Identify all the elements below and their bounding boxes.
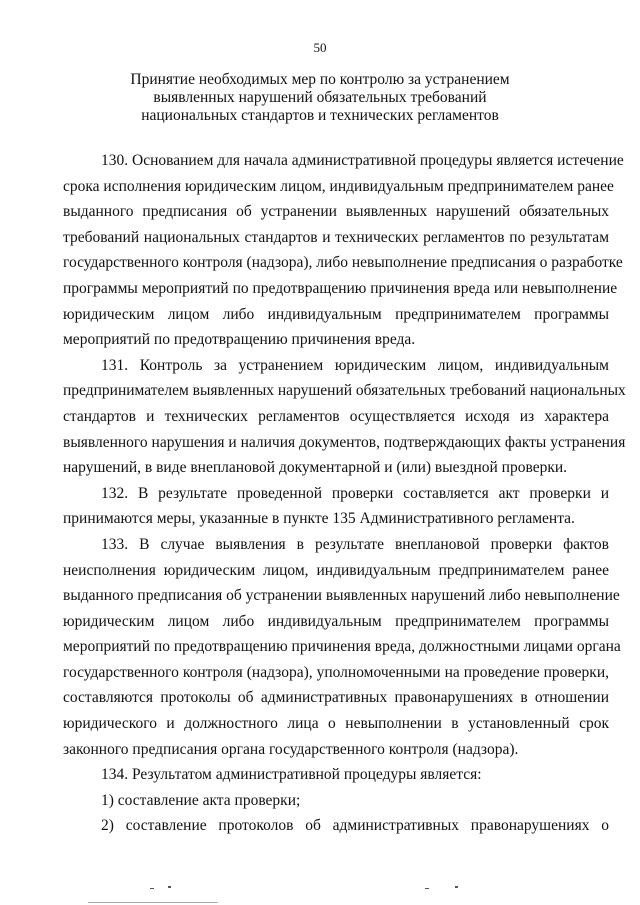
paragraph <box>63 762 609 788</box>
scan-artifacts <box>0 884 640 904</box>
text-line: юридического и должностного лица о невыполнении в установленный срок <box>63 715 609 733</box>
paragraph <box>63 813 609 839</box>
text-line: юридическим лицом либо индивидуальным предпринимателем программы <box>63 612 609 630</box>
text-line: принимаются меры, указанные в пункте 135 Административного регламента. <box>63 510 575 528</box>
heading-line: национальных стандартов и технических регламентов <box>141 107 499 124</box>
paragraph <box>63 148 624 353</box>
text-line: государственного контроля (надзора), уполномоченными на проведение проверки, <box>63 663 609 681</box>
text-line: выявленного нарушения и наличия документов, подтверждающих факты устранения <box>63 433 626 451</box>
text-line: 2) составление протоколов об административных правонарушениях о <box>101 817 609 835</box>
document-body <box>63 148 626 839</box>
text-line: составляются протоколы об административных правонарушениях в отношении <box>63 689 609 707</box>
text-line: нарушений, в виде внеплановой документарной и (или) выездной проверки. <box>63 459 568 477</box>
text-line: законного предписания органа государственного контроля (надзора). <box>63 740 519 758</box>
section-heading <box>60 71 580 125</box>
text-line: 134. Результатом административной процедуры является: <box>101 766 482 784</box>
page-number: 50 <box>313 40 327 55</box>
text-line: мероприятий по предотвращению причинения вреда, должностными лицами органа <box>63 638 621 656</box>
text-line: 130. Основанием для начала административной процедуры является истечение <box>101 152 624 169</box>
paragraph <box>63 788 609 814</box>
text-line: 132. В результате проведенной проверки составляется акт проверки и <box>101 484 609 502</box>
text-line: требований национальных стандартов и технических регламентов по результатам <box>63 228 609 246</box>
text-line: 133. В случае выявления в результате внеплановой проверки фактов <box>101 535 609 553</box>
heading-line: выявленных нарушений обязательных требований <box>153 89 487 106</box>
text-line: 131. Контроль за устранением юридическим лицом, индивидуальным <box>101 356 609 374</box>
text-line: программы мероприятий по предотвращению причинения вреда или невыполнение <box>63 279 618 297</box>
text-line: мероприятий по предотвращению причинения вреда. <box>63 331 416 349</box>
text-line: предпринимателем выявленных нарушений обязательных требований национальных <box>63 382 626 400</box>
paragraph <box>63 353 626 481</box>
paragraph <box>63 532 621 762</box>
text-line: стандартов и технических регламентов осуществляется исходя из характера <box>63 407 609 425</box>
heading-line: Принятие необходимых мер по контролю за устранением <box>130 71 510 88</box>
text-line: неисполнения юридическим лицом, индивидуальным предпринимателем ранее <box>63 561 609 579</box>
text-line: выданного предписания об устранении выявленных нарушений либо невыполнение <box>63 587 620 605</box>
text-line: государственного контроля (надзора), либо невыполнение предписания о разработке <box>63 254 623 272</box>
paragraph <box>63 481 609 532</box>
text-line: 1) составление акта проверки; <box>101 791 301 809</box>
text-line: юридическим лицом либо индивидуальным предпринимателем программы <box>63 305 609 323</box>
text-line: выданного предписания об устранении выявленных нарушений обязательных <box>63 203 609 221</box>
text-line: срока исполнения юридическим лицом, индивидуальным предпринимателем ранее <box>63 177 614 195</box>
